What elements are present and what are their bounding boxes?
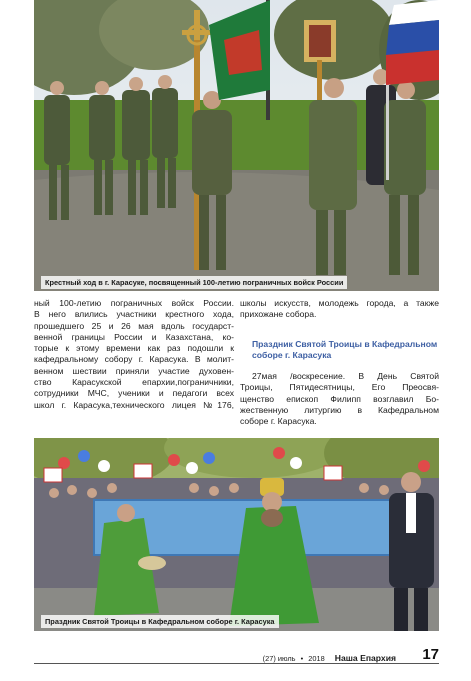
text-line: ный 100-летию пограничных войск России. bbox=[34, 298, 234, 308]
text-line: 27мая /воскресение. В День Святой bbox=[252, 371, 439, 381]
issue-year: 2018 bbox=[308, 654, 325, 663]
right-text-body bbox=[240, 371, 439, 427]
text-line: кафедральному собору г. Карасука. В молит- bbox=[34, 354, 234, 365]
text-line: школы искусств, молодежь города, а также bbox=[240, 298, 439, 308]
issue-info bbox=[263, 653, 396, 663]
page-footer bbox=[34, 647, 439, 663]
text-line: щенство епископ Филипп возглавил Бо- bbox=[240, 393, 439, 404]
top-photo-caption: Крестный ход в г. Карасуке, посвященный 100-летию пограничных войск России bbox=[41, 276, 347, 289]
text-line: Троицы, Пятидесятницы, Его Преосвя- bbox=[240, 382, 439, 393]
subheading-line: соборе г. Карасука bbox=[252, 350, 332, 360]
top-photo bbox=[34, 0, 439, 291]
text-line: торые к этому времени как раз подошли к bbox=[34, 343, 234, 354]
text-line: венной границы России и Казахстана, ко- bbox=[34, 331, 234, 342]
text-line: В него влились участники крестного хода, bbox=[34, 309, 234, 320]
section-subheading bbox=[252, 339, 439, 361]
bottom-photo bbox=[34, 438, 439, 631]
footer-rule bbox=[34, 663, 439, 664]
text-line: прихожане собора. bbox=[240, 309, 317, 320]
separator: • bbox=[300, 654, 304, 663]
trinity-feast-photo-image bbox=[34, 438, 439, 631]
text-line: сотрудники МЧС, ученики и педагоги всех bbox=[34, 388, 234, 399]
left-text-column bbox=[34, 298, 234, 411]
procession-photo-image bbox=[34, 0, 439, 291]
text-line: прошедшего 25 и 26 мая вдоль государст- bbox=[34, 320, 234, 331]
text-line: венном шествии приняли участие духовен- bbox=[34, 365, 234, 376]
magazine-title: Наша Епархия bbox=[334, 653, 396, 663]
subheading-line: Праздник Святой Троицы в Кафедральном bbox=[252, 339, 438, 349]
text-line: жественную литургию в Кафедральном bbox=[240, 404, 439, 415]
issue-number: (27) июль bbox=[262, 654, 296, 663]
text-line: школ г. Карасука,технического лицея №176, bbox=[34, 399, 234, 410]
page-number: 17 bbox=[422, 646, 439, 663]
text-line: соборе г. Карасука. bbox=[240, 416, 317, 427]
right-text-top bbox=[240, 298, 439, 321]
bottom-photo-caption: Праздник Святой Троицы в Кафедральном соборе г. Карасука bbox=[41, 615, 279, 628]
text-line: ство Карасукской епархии,пограничники, bbox=[34, 377, 234, 388]
